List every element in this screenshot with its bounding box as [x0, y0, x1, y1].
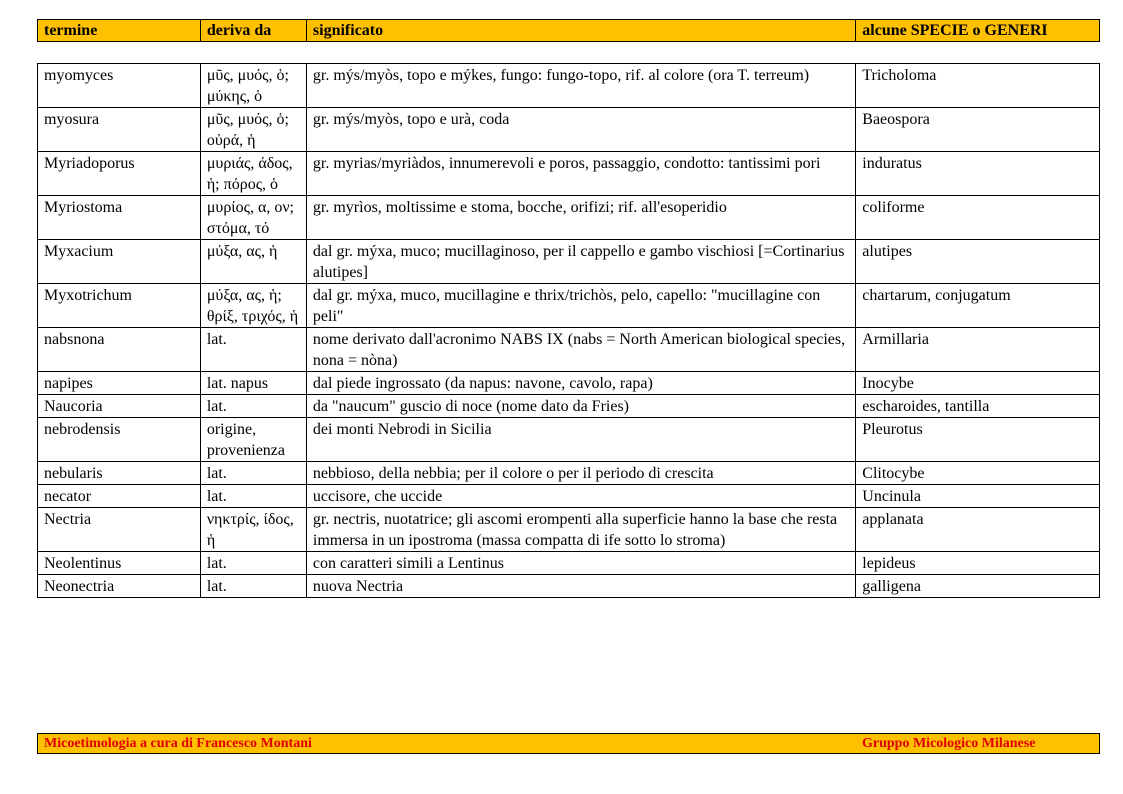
cell-specie: Uncinula: [856, 485, 1100, 508]
etymology-table: [37, 63, 1100, 598]
cell-specie: galligena: [856, 575, 1100, 598]
table-row: [38, 395, 1100, 418]
cell-deriva-da: lat.: [200, 575, 306, 598]
cell-significato: dal gr. mýxa, muco, mucillagine e thrix/trichòs, pelo, capello: "mucillagine con peli": [306, 284, 855, 328]
cell-deriva-da: μυρίος, α, ον; στόμα, τό: [200, 196, 306, 240]
cell-significato: dal gr. mýxa, muco; mucillaginoso, per il cappello e gambo vischiosi [=Cortinarius alutipes]: [306, 240, 855, 284]
cell-specie: Tricholoma: [856, 64, 1100, 108]
cell-significato: gr. nectris, nuotatrice; gli ascomi erompenti alla superficie hanno la base che resta immersa in un ipostroma (massa compatta di ife sotto lo stroma): [306, 508, 855, 552]
cell-specie: applanata: [856, 508, 1100, 552]
table-row: [38, 152, 1100, 196]
cell-deriva-da: origine, provenienza: [200, 418, 306, 462]
table-row: [38, 240, 1100, 284]
cell-termine: Naucoria: [38, 395, 201, 418]
table-row: [38, 575, 1100, 598]
header-termine: termine: [38, 20, 201, 42]
cell-termine: nebularis: [38, 462, 201, 485]
cell-significato: nome derivato dall'acronimo NABS IX (nabs = North American biological species, nona = nòna): [306, 328, 855, 372]
cell-termine: nabsnona: [38, 328, 201, 372]
cell-deriva-da: μυριάς, άδος, ἡ; πόρος, ὁ: [200, 152, 306, 196]
cell-deriva-da: lat.: [200, 395, 306, 418]
cell-significato: nebbioso, della nebbia; per il colore o per il periodo di crescita: [306, 462, 855, 485]
table-row: [38, 418, 1100, 462]
cell-significato: dal piede ingrossato (da napus: navone, cavolo, rapa): [306, 372, 855, 395]
cell-termine: Myriostoma: [38, 196, 201, 240]
cell-deriva-da: lat.: [200, 552, 306, 575]
cell-significato: dei monti Nebrodi in Sicilia: [306, 418, 855, 462]
cell-specie: Baeospora: [856, 108, 1100, 152]
cell-significato: nuova Nectria: [306, 575, 855, 598]
cell-deriva-da: lat.: [200, 328, 306, 372]
cell-deriva-da: lat. napus: [200, 372, 306, 395]
table-row: [38, 462, 1100, 485]
footer-organization: Gruppo Micologico Milanese: [862, 736, 1036, 751]
cell-termine: Nectria: [38, 508, 201, 552]
header-table: [37, 19, 1100, 42]
footer-credit: Micoetimologia a cura di Francesco Montani: [44, 736, 312, 751]
table-row: [38, 508, 1100, 552]
cell-termine: napipes: [38, 372, 201, 395]
cell-deriva-da: lat.: [200, 485, 306, 508]
cell-specie: induratus: [856, 152, 1100, 196]
cell-deriva-da: νηκτρίς, ίδος, ἡ: [200, 508, 306, 552]
cell-specie: Pleurotus: [856, 418, 1100, 462]
cell-termine: Myxacium: [38, 240, 201, 284]
cell-specie: alutipes: [856, 240, 1100, 284]
table-row: [38, 372, 1100, 395]
table-row: [38, 552, 1100, 575]
cell-termine: nebrodensis: [38, 418, 201, 462]
header-significato: significato: [306, 20, 855, 42]
cell-significato: con caratteri simili a Lentinus: [306, 552, 855, 575]
cell-specie: lepideus: [856, 552, 1100, 575]
cell-termine: Myriadoporus: [38, 152, 201, 196]
cell-significato: gr. mýs/myòs, topo e mýkes, fungo: fungo-topo, rif. al colore (ora T. terreum): [306, 64, 855, 108]
cell-specie: Armillaria: [856, 328, 1100, 372]
header-specie-generi: alcune SPECIE o GENERI: [856, 20, 1100, 42]
header-deriva-da: deriva da: [200, 20, 306, 42]
cell-termine: myomyces: [38, 64, 201, 108]
cell-significato: gr. myrìos, moltissime e stoma, bocche, orifizi; rif. all'esoperidio: [306, 196, 855, 240]
cell-termine: Neolentinus: [38, 552, 201, 575]
table-row: [38, 284, 1100, 328]
cell-significato: uccisore, che uccide: [306, 485, 855, 508]
table-row: [38, 485, 1100, 508]
table-row: [38, 64, 1100, 108]
cell-specie: coliforme: [856, 196, 1100, 240]
cell-termine: Myxotrichum: [38, 284, 201, 328]
table-row: [38, 196, 1100, 240]
header-row: [38, 20, 1100, 42]
cell-specie: escharoides, tantilla: [856, 395, 1100, 418]
cell-deriva-da: μῦς, μυός, ὁ; οὐρά, ἡ: [200, 108, 306, 152]
cell-deriva-da: lat.: [200, 462, 306, 485]
cell-termine: necator: [38, 485, 201, 508]
cell-significato: da "naucum" guscio di noce (nome dato da Fries): [306, 395, 855, 418]
cell-specie: Inocybe: [856, 372, 1100, 395]
cell-significato: gr. mýs/myòs, topo e urà, coda: [306, 108, 855, 152]
cell-significato: gr. myrias/myriàdos, innumerevoli e poros, passaggio, condotto: tantissimi pori: [306, 152, 855, 196]
cell-termine: Neonectria: [38, 575, 201, 598]
cell-deriva-da: μῦς, μυός, ὁ; μύκης, ὁ: [200, 64, 306, 108]
table-row: [38, 108, 1100, 152]
cell-specie: chartarum, conjugatum: [856, 284, 1100, 328]
footer-bar: [37, 733, 1100, 754]
cell-termine: myosura: [38, 108, 201, 152]
cell-deriva-da: μύξα, ας, ἡ; θρίξ, τριχός, ἡ: [200, 284, 306, 328]
table-row: [38, 328, 1100, 372]
cell-specie: Clitocybe: [856, 462, 1100, 485]
cell-deriva-da: μύξα, ας, ἡ: [200, 240, 306, 284]
etymology-table-body: [38, 64, 1100, 598]
